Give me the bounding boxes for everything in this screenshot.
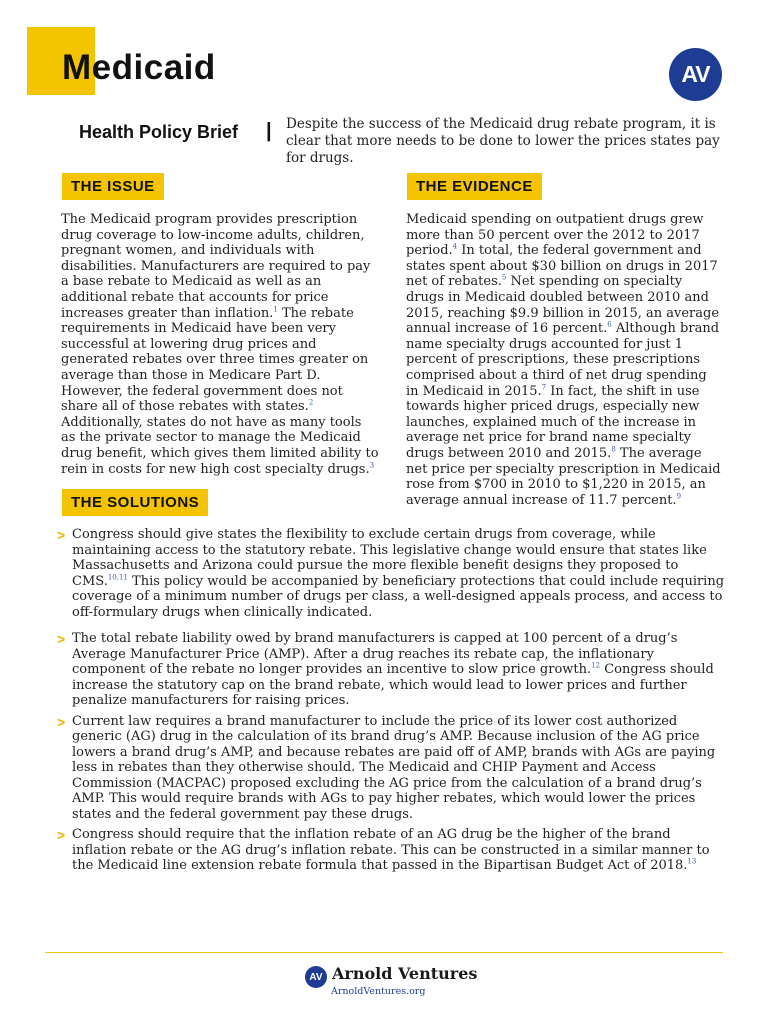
solution-item: > Current law requires a brand manufacturer to include the price of its lower cost authorized generic (AG) drug in the calculation of its brand drug’s AMP. Because inclusion of the AG price lowers a brand drug’s AMP, and because rebates are paid off of AMP, brands with AGs are paying less in rebates than they otherwise should. The Medicaid and CHIP Payment and Access Commission (MACPAC) proposed excluding the AG price from the calculation of a brand drug’s AMP. This would require brands with AGs to pay higher rebates, which would lower the prices states and the federal government pay these drugs. — [57, 713, 716, 822]
footer-org-name: Arnold Ventures — [332, 964, 478, 983]
solution-item: > Congress should give states the flexibility to exclude certain drugs from coverage, while maintaining access to the statutory rebate. This legislative change would ensure that states like Massachusetts and Arizona could pursue the more flexible benefit designs they proposed to CMS.$^{10,11}$ This policy would be accompanied by beneficiary protections that could include requiring coverage of a minimum number of drugs per class, a well-designed appeals process, and access to off-formulary drugs when clinically indicated. — [57, 527, 725, 620]
footer-divider — [45, 952, 723, 953]
chevron-right-icon: > — [57, 527, 66, 543]
arnold-ventures-logo: AV — [669, 48, 722, 101]
chevron-right-icon: > — [57, 713, 66, 730]
issue-text: The Medicaid program provides prescription drug coverage to low-income adults, children, pregnant women, and individuals with disabilities. Manufacturers are required to pay a base rebate to Medicaid as well as an additional rebate that accounts for price increases greater than inflation.$^1$ The rebate requirements in Medicaid have been very successful at lowering drug prices and generated rebates over three times greater on average than those in Medicare Part D. However, the federal government does not share all of those rebates with states.$^2$ Additionally, states do not have as many tools as the private sector to manage the Medicaid drug benefit, which gives them limited ability to rein in costs for new high cost specialty drugs.$^3$ — [61, 212, 379, 477]
footer-logo-icon: AV — [305, 966, 327, 988]
evidence-heading: THE EVIDENCE — [407, 173, 542, 200]
solution-item: > The total rebate liability owed by brand manufacturers is capped at 100 percent of a drug’s Average Manufacturer Price (AMP). After a drug reaches its rebate cap, the inflationary component of the rebate no longer provides an incentive to slow price growth.$^{12}$ Congress should increase the statutory cap on the brand rebate, which would lead to lower prices and further penalize manufacturers for raising prices. — [57, 631, 714, 708]
brief-description: Despite the success of the Medicaid drug rebate program, it is clear that more needs to be done to lower the prices states pay for drugs. — [286, 116, 720, 166]
footer-website-link[interactable]: ArnoldVentures.org — [331, 986, 426, 997]
chevron-right-icon: > — [57, 827, 66, 843]
solution-item: > Congress should require that the inflation rebate of an AG drug be the higher of the brand inflation rebate or the AG drug’s inflation rebate. This can be constructed in a similar manner to the Medicaid line extension rebate formula that passed in the Bipartisan Budget Act of 2018.13 — [57, 827, 710, 873]
issue-heading: THE ISSUE — [62, 173, 164, 200]
evidence-text: Medicaid spending on outpatient drugs grew more than 50 percent over the 2012 to 2017 period.$^4$ In total, the federal government and states spent about $30 billion on drugs in 2017 net of rebates.$^5$ Net spending on specialty drugs in Medicaid doubled between 2010 and 2015, reaching $9.9 billion in 2015, an average annual increase of 16 percent.$^6$ Although brand name specialty drugs accounted for just 1 percent of prescriptions, these prescriptions comprised about a third of net drug spending in Medicaid in 2015.$^7$ In fact, the shift in use towards higher priced drugs, especially new launches, explained much of the increase in average net price for brand name specialty drugs between 2010 and 2015.$^8$ The average net price per specialty prescription in Medicaid rose from $700 in 2010 to $1,220 in 2015, an average annual increase of 11.7 percent.$^9$ — [406, 212, 721, 508]
page-title: Medicaid — [62, 48, 216, 87]
solutions-list — [57, 527, 725, 879]
solutions-heading: THE SOLUTIONS — [62, 489, 208, 516]
chevron-right-icon: > — [57, 631, 66, 647]
brief-separator: | — [266, 120, 272, 142]
brief-label: Health Policy Brief — [79, 122, 239, 142]
